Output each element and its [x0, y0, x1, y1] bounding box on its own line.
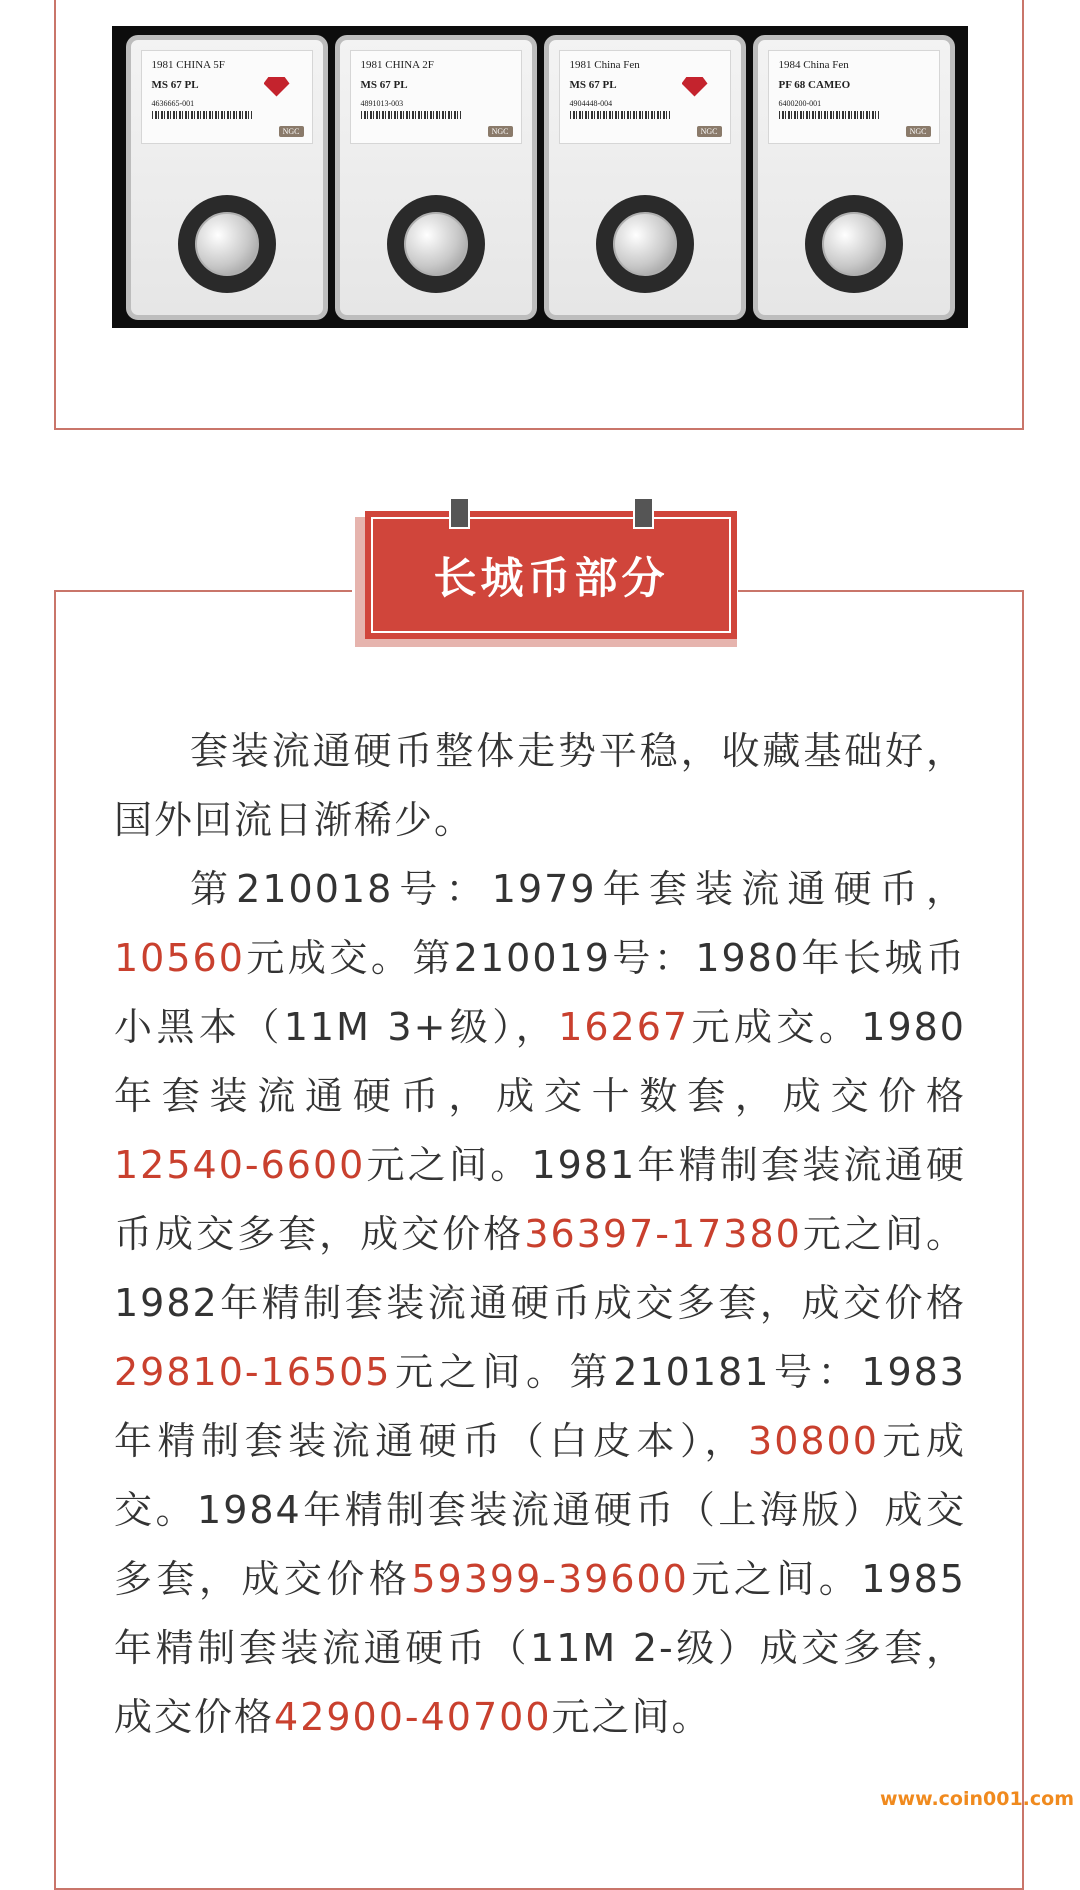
price-highlight: 16267 [558, 1005, 690, 1049]
ngc-logo: NGC [279, 126, 304, 137]
heading-banner [365, 511, 737, 639]
slab-label [768, 50, 940, 144]
price-highlight: 12540-6600 [114, 1143, 366, 1187]
barcode-icon [779, 111, 879, 119]
text-segment: 元之间。第210181号：1983年精制套装流通硬币（白皮本）， [114, 1350, 966, 1463]
slab-title: 1984 China Fen [778, 58, 849, 71]
ngc-logo: NGC [488, 126, 513, 137]
text-segment: 元成交。1980年套装流通硬币，成交十数套，成交价格 [114, 1005, 966, 1118]
text-segment: 元成交。1984年精制套装流通硬币（上海版）成交多套，成交价格 [114, 1419, 966, 1601]
coin-holder [596, 195, 694, 293]
price-highlight: 42900-40700 [274, 1695, 552, 1739]
slab-title: 1981 CHINA 5F [151, 58, 225, 71]
barcode-icon [361, 111, 461, 119]
article-body [114, 717, 966, 1752]
slab-grade: MS 67 PL [569, 78, 617, 91]
price-highlight: 36397-17380 [524, 1212, 802, 1256]
section-heading [355, 497, 737, 647]
slab-label [350, 50, 522, 144]
slab-grade: MS 67 PL [151, 78, 199, 91]
slab-cert-number: 4636665-001 [151, 98, 195, 108]
gem-icon [682, 77, 708, 97]
slab-title: 1981 China Fen [569, 58, 640, 71]
coin-image [822, 212, 886, 276]
slab-grade: PF 68 CAMEO [778, 78, 851, 91]
coin-image [613, 212, 677, 276]
coin-image [195, 212, 259, 276]
site-watermark: www.coin001.com [880, 1788, 1075, 1810]
coin-image [404, 212, 468, 276]
peg-icon [449, 497, 470, 529]
slab-title: 1981 CHINA 2F [360, 58, 434, 71]
ngc-logo: NGC [906, 126, 931, 137]
text-segment: 第210018号：1979年套装流通硬币， [190, 867, 966, 911]
text-segment: 元之间。 [551, 1695, 712, 1739]
text-segment: 元之间。1981年精制套装流通硬币成交多套，成交价格 [114, 1143, 966, 1256]
coin-holder [178, 195, 276, 293]
coin-slab [544, 35, 746, 320]
text-segment: 元成交。第210019号：1980年长城币小黑本（11M 3+级）， [114, 936, 966, 1049]
slab-cert-number: 6400200-001 [778, 98, 822, 108]
price-highlight: 30800 [748, 1419, 879, 1463]
text-segment: 元之间。1985年精制套装流通硬币（11M 2-级）成交多套，成交价格 [114, 1557, 966, 1739]
coin-slab [335, 35, 537, 320]
price-highlight: 59399-39600 [411, 1557, 689, 1601]
barcode-icon [570, 111, 670, 119]
coin-holder [805, 195, 903, 293]
slab-grade: MS 67 PL [360, 78, 408, 91]
coin-slab [753, 35, 955, 320]
slab-cert-number: 4904448-004 [569, 98, 613, 108]
price-highlight: 29810-16505 [114, 1350, 392, 1394]
slab-label [141, 50, 313, 144]
slab-label [559, 50, 731, 144]
paragraph-results [114, 855, 966, 1752]
peg-icon [633, 497, 654, 529]
text-segment: 元之间。1982年精制套装流通硬币成交多套，成交价格 [114, 1212, 966, 1325]
paragraph-intro: 套装流通硬币整体走势平稳，收藏基础好，国外回流日渐稀少。 [114, 729, 966, 842]
ngc-logo: NGC [697, 126, 722, 137]
coin-slab [126, 35, 328, 320]
gem-icon [264, 77, 290, 97]
barcode-icon [152, 111, 252, 119]
price-highlight: 10560 [114, 936, 245, 980]
section-title: 长城币部分 [433, 553, 669, 604]
coin-holder [387, 195, 485, 293]
coin-slabs-photo [112, 26, 968, 328]
slab-cert-number: 4891013-003 [360, 98, 404, 108]
